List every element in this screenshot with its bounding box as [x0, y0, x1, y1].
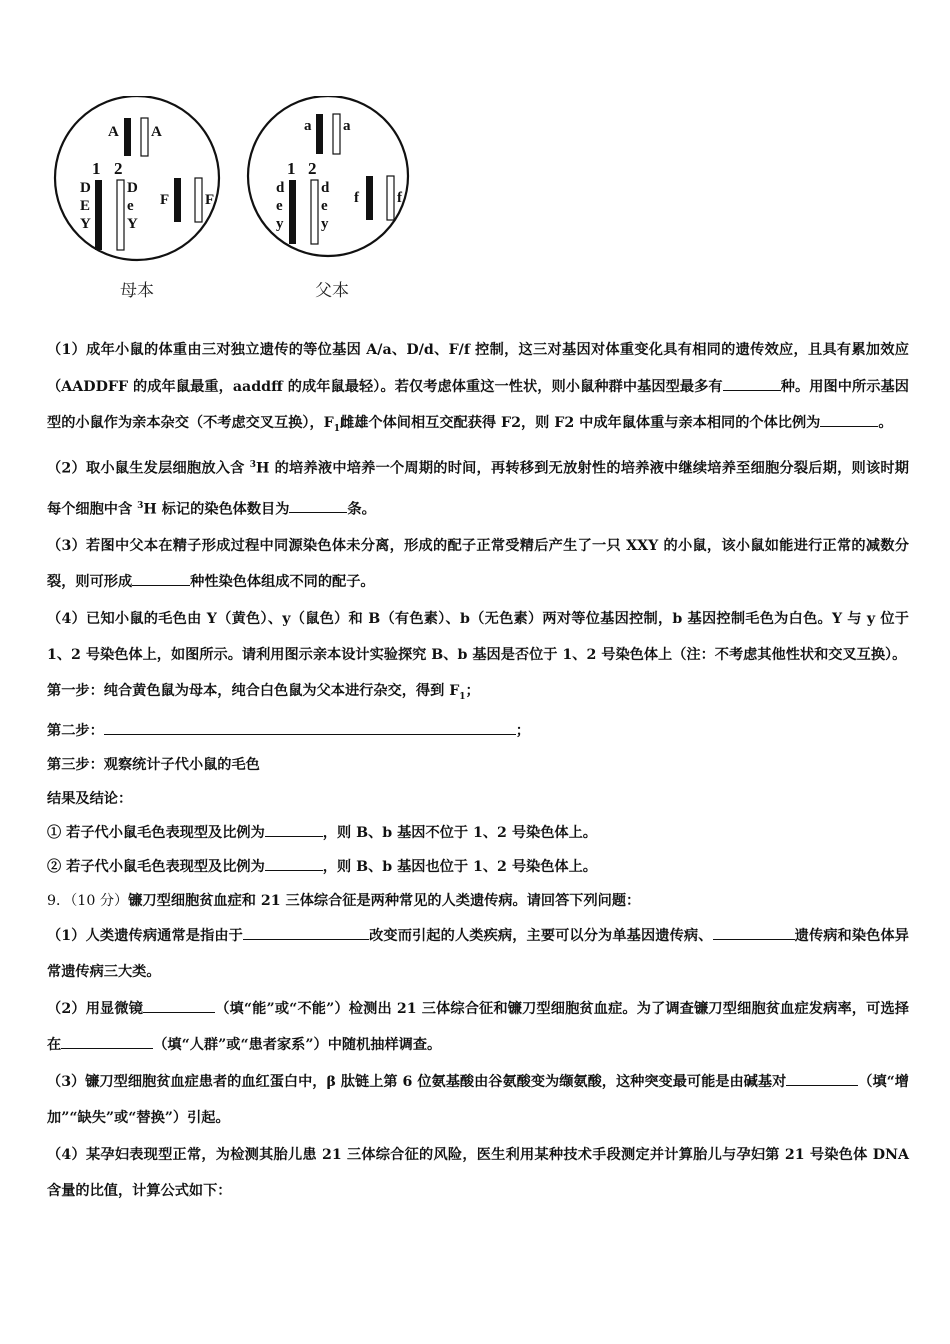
mother-caption: 母本 — [120, 281, 154, 301]
father-caption: 父本 — [315, 281, 349, 301]
q9-part4: （4）某孕妇表现型正常，为检测其胎儿患 21 三体综合征的风险，医生利用某种技术手段测定并计算胎儿与孕妇第 21 号染色体 DNA 含量的比值，计算公式如下： — [47, 1146, 909, 1200]
father-chr-a-dark — [316, 114, 323, 154]
answer-blank[interactable] — [713, 925, 795, 940]
answer-blank[interactable] — [104, 720, 516, 735]
mother-chr2-g1: D — [127, 180, 138, 196]
q8-part1: （1）成年小鼠的体重由三对独立遗传的等位基因 A/a、D/d、F/f 控制，这三对基因对体重变化具有相同的遗传效应，且具有累加效应（AADDFF 的成年鼠最重，aaddff 的成年鼠最轻）。若仅考虑体重这一性状，则小鼠种群中基因型最多有 种。用图中所示基因型的小鼠作为亲本杂交（不考虑交叉互换），$F_1$雌雄个体间相互交配获得 F2，则 F2 中成年鼠体重与亲本相同的个体比例为 。 — [47, 342, 909, 434]
mother-chr-f-dark — [174, 178, 181, 222]
mother-chr1-g3: Y — [80, 216, 91, 232]
father-chr2-g3: y — [321, 216, 329, 232]
q8-step2: 第二步： ； — [47, 714, 909, 748]
document-body — [47, 332, 909, 1210]
q8-result-1: ① 若子代小鼠毛色表现型及比例为 ，则 B、b 基因不位于 1、2 号染色体上。 — [47, 816, 909, 850]
q8-step1: 第一步：纯合黄色鼠为母本，纯合白色鼠为父本进行杂交，得到 $F_1$； — [47, 682, 480, 702]
mother-chr-a-light — [141, 118, 148, 156]
answer-blank[interactable] — [265, 856, 323, 871]
father-chr-1 — [289, 180, 296, 244]
father-label-a1: a — [304, 118, 312, 134]
mother-chr-1 — [95, 180, 102, 250]
father-chr-2 — [311, 180, 318, 244]
answer-blank[interactable] — [723, 376, 781, 391]
mother-label-a1: A — [108, 124, 119, 140]
mother-chr2-g2: e — [127, 198, 134, 214]
q9-part1: （1）人类遗传病通常是指由于 改变而引起的人类疾病，主要可以分为单基因遗传病、 遗传病和染色体异常遗传病三大类。 — [47, 918, 909, 991]
q8-step3: 第三步：观察统计子代小鼠的毛色 — [47, 756, 260, 773]
father-chr-f-light — [387, 176, 394, 220]
mother-chr-f-light — [195, 178, 202, 222]
q8-result-2: ② 若子代小鼠毛色表现型及比例为 ，则 B、b 基因也位于 1、2 号染色体上。 — [47, 850, 909, 884]
mother-chr1-g1: D — [80, 180, 91, 196]
answer-blank[interactable] — [143, 998, 215, 1013]
q8-part2: （2）取小鼠生发层细胞放入含 $^3$H 的培养液中培养一个周期的时间，再转移到无放射性的培养液中继续培养至细胞分裂后期，则该时期每个细胞中含 $^3$H 标记的染色体数目为 条。 — [47, 460, 909, 518]
q9-part2: （2）用显微镜 （填“能”或“不能”）检测出 21 三体综合征和镰刀型细胞贫血症。为了调查镰刀型细胞贫血症发病率，可选择在 （填“人群”或“患者家系”）中随机抽样调查。 — [47, 991, 909, 1064]
q9-part3: （3）镰刀型细胞贫血症患者的血红蛋白中，β 肽链上第 6 位氨基酸由谷氨酸变为缬氨酸，这种突变最可能是由碱基对 （填“增加”“缺失”或“替换”）引起。 — [47, 1064, 909, 1137]
father-chr1-g2: e — [276, 198, 283, 214]
father-num-2: 2 — [308, 159, 317, 178]
mother-chr-a-dark — [124, 118, 131, 156]
father-chr2-g2: e — [321, 198, 328, 214]
father-chr-f-dark — [366, 176, 373, 220]
father-num-1: 1 — [287, 159, 296, 178]
q8-part3: （3）若图中父本在精子形成过程中同源染色体未分离，形成的配子正常受精后产生了一只 XXY 的小鼠，该小鼠如能进行正常的减数分裂，则可形成 种性染色体组成不同的配子。 — [47, 537, 909, 591]
q8-result-title: 结果及结论： — [47, 790, 133, 807]
mother-num-1: 1 — [92, 159, 101, 178]
father-label-a2: a — [343, 118, 351, 134]
chromosome-figure — [40, 96, 420, 308]
mother-label-f2: F — [205, 192, 215, 208]
father-chr1-g1: d — [276, 180, 285, 196]
q9-heading: 9．（10 分）镰刀型细胞贫血症和 21 三体综合征是两种常见的人类遗传病。请回答下列问题： — [47, 892, 641, 909]
mother-num-2: 2 — [114, 159, 123, 178]
father-cell — [248, 96, 408, 301]
mother-chr1-g2: E — [80, 198, 91, 214]
answer-blank[interactable] — [61, 1034, 153, 1049]
father-label-f2: f — [397, 190, 402, 206]
answer-blank[interactable] — [265, 822, 323, 837]
answer-blank[interactable] — [132, 571, 190, 586]
q8-part4: （4）已知小鼠的毛色由 Y（黄色）、y（鼠色）和 B（有色素）、b（无色素）两对等位基因控制，b 基因控制毛色为白色。Y 与 y 位于 1、2 号染色体上，如图所示。请利用图示亲本设计实验探究 B、b 基因是否位于 1、2 号染色体上（注：不考虑其他性状和交叉互换）。 — [47, 610, 909, 664]
mother-label-f1: F — [160, 192, 170, 208]
answer-blank[interactable] — [786, 1071, 858, 1086]
answer-blank[interactable] — [243, 925, 369, 940]
chromosome-diagram — [40, 96, 420, 308]
father-chr1-g3: y — [276, 216, 284, 232]
father-label-f1: f — [354, 190, 359, 206]
answer-blank[interactable] — [289, 498, 347, 513]
father-chr-a-light — [333, 114, 340, 154]
mother-chr2-g3: Y — [127, 216, 138, 232]
answer-blank[interactable] — [820, 412, 878, 427]
mother-label-a2: A — [151, 124, 162, 140]
mother-chr-2 — [117, 180, 124, 250]
father-chr2-g1: d — [321, 180, 330, 196]
mother-cell — [55, 96, 219, 301]
